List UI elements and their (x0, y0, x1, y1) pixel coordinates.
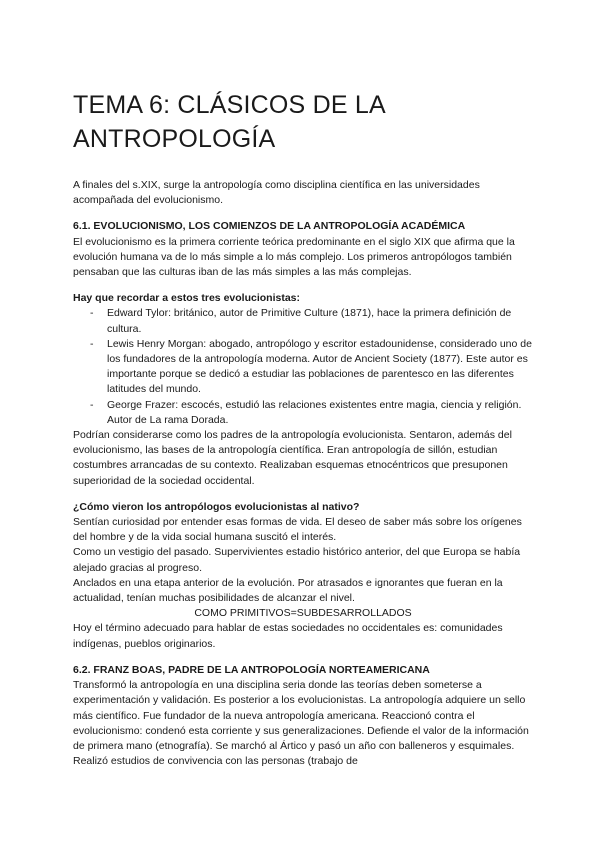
closing-paragraph: Hoy el término adecuado para hablar de estas sociedades no occidentales es: comunidades indígenas, pueblos originarios. (73, 622, 503, 650)
section-2-paragraph: Transformó la antropología en una disciplina seria donde las teorías deben someterse a experimentación y validación. Es posterior a los evolucionistas. La antropología adquiere un sello más científico. Fue fundador de la nueva antropología americana. Reaccionó contra el evolucionismo: condenó esta corriente y sus generalizaciones. Defiende el valor de la información de primera mano (etnografía). Se marchó al Ártico y pasó un año con balleneros y esquimales. Realizó estudios de convivencia con las personas (trabajo de (73, 679, 529, 768)
list-item: - George Frazer: escocés, estudió las relaciones existentes entre magia, ciencia y religión. Autor de La rama Dorada. (73, 398, 533, 428)
section-1-paragraph: El evolucionismo es la primera corriente teórica predominante en el siglo XIX que afirma que la evolución humana va de lo más simple a lo más complejo. Los primeros antropólogos también pensaban que las culturas iban de las más simples a las más complejas. (73, 235, 515, 279)
section-2-heading: 6.2. FRANZ BOAS, PADRE DE LA ANTROPOLOGÍA NORTEAMERICANA (73, 663, 430, 676)
answer-line: Sentían curiosidad por entender esas formas de vida. El deseo de saber más sobre los orígenes del hombre y de la vida social humana suscitó el interés. (73, 516, 522, 544)
document-body (73, 178, 533, 769)
question-heading: ¿Cómo vieron los antropólogos evolucionistas al nativo? (73, 500, 360, 513)
after-list-paragraph: Podrían considerarse como los padres de la antropología evolucionista. Sentaron, además del evolucionismo, las bases de la antropología científica. Eran antropología de sillón, estudian costumbres arrancadas de su contexto. Realizaban esquemas etnocéntricos que presuponen superioridad de la sociedad occidental. (73, 429, 512, 487)
page-title: TEMA 6: CLÁSICOS DE LA ANTROPOLOGÍA (73, 91, 385, 153)
primitives-equation: COMO PRIMITIVOS=SUBDESARROLLADOS (194, 607, 412, 620)
section-1-heading: 6.1. EVOLUCIONISMO, LOS COMIENZOS DE LA ANTROPOLOGÍA ACADÉMICA (73, 220, 466, 233)
list-item: - Edward Tylor: británico, autor de Primitive Culture (1871), hace la primera definición de cultura. (73, 306, 533, 336)
evolutionists-list (73, 306, 533, 428)
answer-line: Anclados en una etapa anterior de la evolución. Por atrasados e ignorantes que fueran en la actualidad, tenían muchas posibilidades de alcanzar el nivel. (73, 576, 503, 605)
list-item: - Lewis Henry Morgan: abogado, antropólogo y escritor estadounidense, considerado uno de los fundadores de la antropología moderna. Autor de Ancient Society (1877). Este autor es importante porque se dedicó a estudiar las poblaciones de parentesco en las diferentes latitudes del mundo. (73, 337, 533, 398)
answer-line: Como un vestigio del pasado. Supervivientes estadio histórico anterior, del que Europa se había alejado gracias al progreso. (73, 546, 521, 574)
evolutionists-list-heading: Hay que recordar a estos tres evolucionistas: (73, 292, 301, 305)
intro-paragraph: A finales del s.XIX, surge la antropología como disciplina científica en las universidades acompañada del evolucionismo. (73, 179, 480, 207)
